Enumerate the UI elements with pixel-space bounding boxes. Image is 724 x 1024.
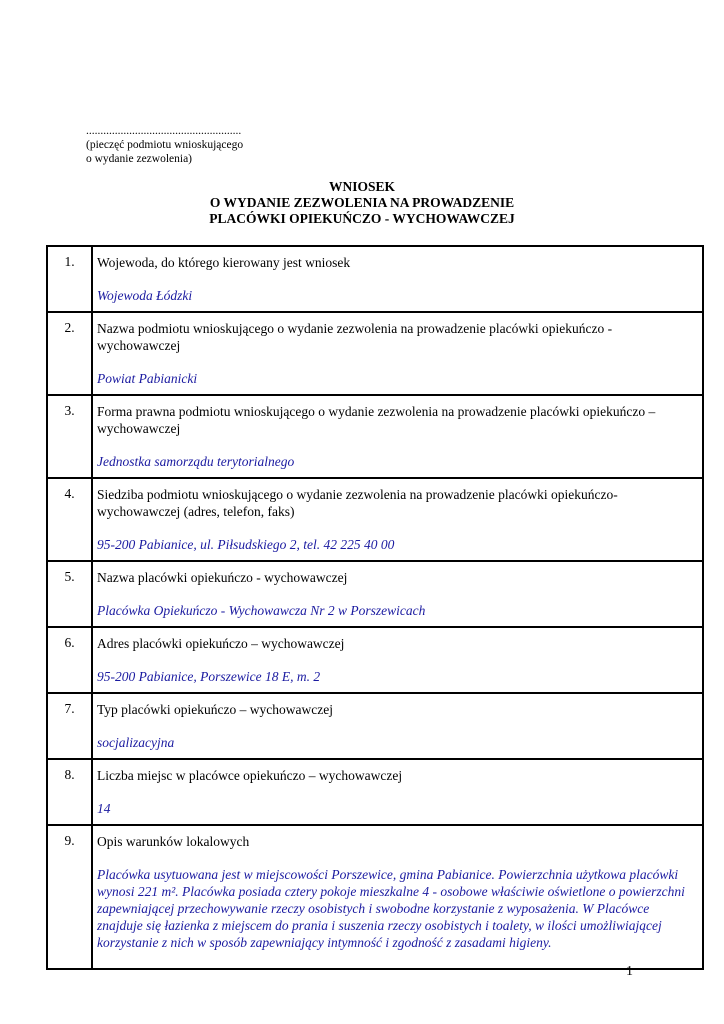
row-label: Liczba miejsc w placówce opiekuńczo – wychowawczej xyxy=(97,768,403,783)
row-value: Powiat Pabianicki xyxy=(97,371,198,386)
stamp-dotted-line: ...................................................... xyxy=(86,125,242,137)
row-number: 8. xyxy=(47,759,92,825)
row-label: Typ placówki opiekuńczo – wychowawczej xyxy=(97,702,333,717)
row-value: 95-200 Pabianice, Porszewice 18 E, m. 2 xyxy=(97,669,321,684)
form-row-2 xyxy=(47,312,703,395)
row-value: Jednostka samorządu terytorialnego xyxy=(97,454,295,469)
title-line-2: O WYDANIE ZEZWOLENIA NA PROWADZENIE xyxy=(209,195,515,210)
form-row-1 xyxy=(47,246,703,312)
row-content xyxy=(92,759,703,825)
row-content xyxy=(92,561,703,627)
document-title xyxy=(0,179,724,227)
row-value: socjalizacyjna xyxy=(97,735,175,750)
row-number: 7. xyxy=(47,693,92,759)
row-label: Forma prawna podmiotu wnioskującego o wydanie zezwolenia na prowadzenie placówki opiekuńczo – wychowawczej xyxy=(97,404,656,436)
row-number: 6. xyxy=(47,627,92,693)
stamp-caption-line-2: o wydanie zezwolenia) xyxy=(86,153,193,165)
application-form-table xyxy=(46,245,704,970)
row-number: 2. xyxy=(47,312,92,395)
form-row-3 xyxy=(47,395,703,478)
row-label: Nazwa placówki opiekuńczo - wychowawczej xyxy=(97,570,348,585)
row-value: 95-200 Pabianice, ul. Piłsudskiego 2, tel. 42 225 40 00 xyxy=(97,537,395,552)
title-line-3: PLACÓWKI OPIEKUŃCZO - WYCHOWAWCZEJ xyxy=(209,211,515,226)
row-value: 14 xyxy=(97,801,111,816)
stamp-area xyxy=(86,124,243,166)
row-number: 1. xyxy=(47,246,92,312)
page-number: 1 xyxy=(626,964,633,979)
form-row-7 xyxy=(47,693,703,759)
row-content xyxy=(92,312,703,395)
row-label: Adres placówki opiekuńczo – wychowawczej xyxy=(97,636,345,651)
form-row-4 xyxy=(47,478,703,561)
row-value: Wojewoda Łódzki xyxy=(97,288,193,303)
form-row-5 xyxy=(47,561,703,627)
row-label: Wojewoda, do którego kierowany jest wniosek xyxy=(97,255,351,270)
form-row-8 xyxy=(47,759,703,825)
row-value: Placówka usytuowana jest w miejscowości Porszewice, gmina Pabianice. Powierzchnia użytkowa placówki wynosi 221 m². Placówka posiada cztery pokoje mieszkalne 4 - osobowe właściwie oświetlone o powierzchni zapewniającej przechowywanie rzeczy osobistych i swobodne korzystanie z wyposażenia. W Placówce znajduje się łazienka z miejscem do prania i suszenia rzeczy osobistych i toalety, w ilości umożliwiającej korzystanie z nich w sposób zapewniający intymność i zgodność z zasadami higieny. xyxy=(97,867,685,950)
row-content xyxy=(92,246,703,312)
row-content xyxy=(92,395,703,478)
row-label: Nazwa podmiotu wnioskującego o wydanie zezwolenia na prowadzenie placówki opiekuńczo - wychowawczej xyxy=(97,321,613,353)
row-content xyxy=(92,825,703,969)
row-content xyxy=(92,693,703,759)
row-number: 5. xyxy=(47,561,92,627)
row-number: 3. xyxy=(47,395,92,478)
stamp-caption-line-1: (pieczęć podmiotu wnioskującego xyxy=(86,139,244,151)
row-content xyxy=(92,627,703,693)
row-number: 9. xyxy=(47,825,92,969)
row-content xyxy=(92,478,703,561)
row-label: Opis warunków lokalowych xyxy=(97,834,250,849)
title-line-1: WNIOSEK xyxy=(328,179,396,194)
form-row-9 xyxy=(47,825,703,969)
row-label: Siedziba podmiotu wnioskującego o wydanie zezwolenia na prowadzenie placówki opiekuńczo-wychowawczej (adres, telefon, faks) xyxy=(97,487,618,519)
form-row-6 xyxy=(47,627,703,693)
row-value: Placówka Opiekuńczo - Wychowawcza Nr 2 w Porszewicach xyxy=(97,603,426,618)
row-number: 4. xyxy=(47,478,92,561)
